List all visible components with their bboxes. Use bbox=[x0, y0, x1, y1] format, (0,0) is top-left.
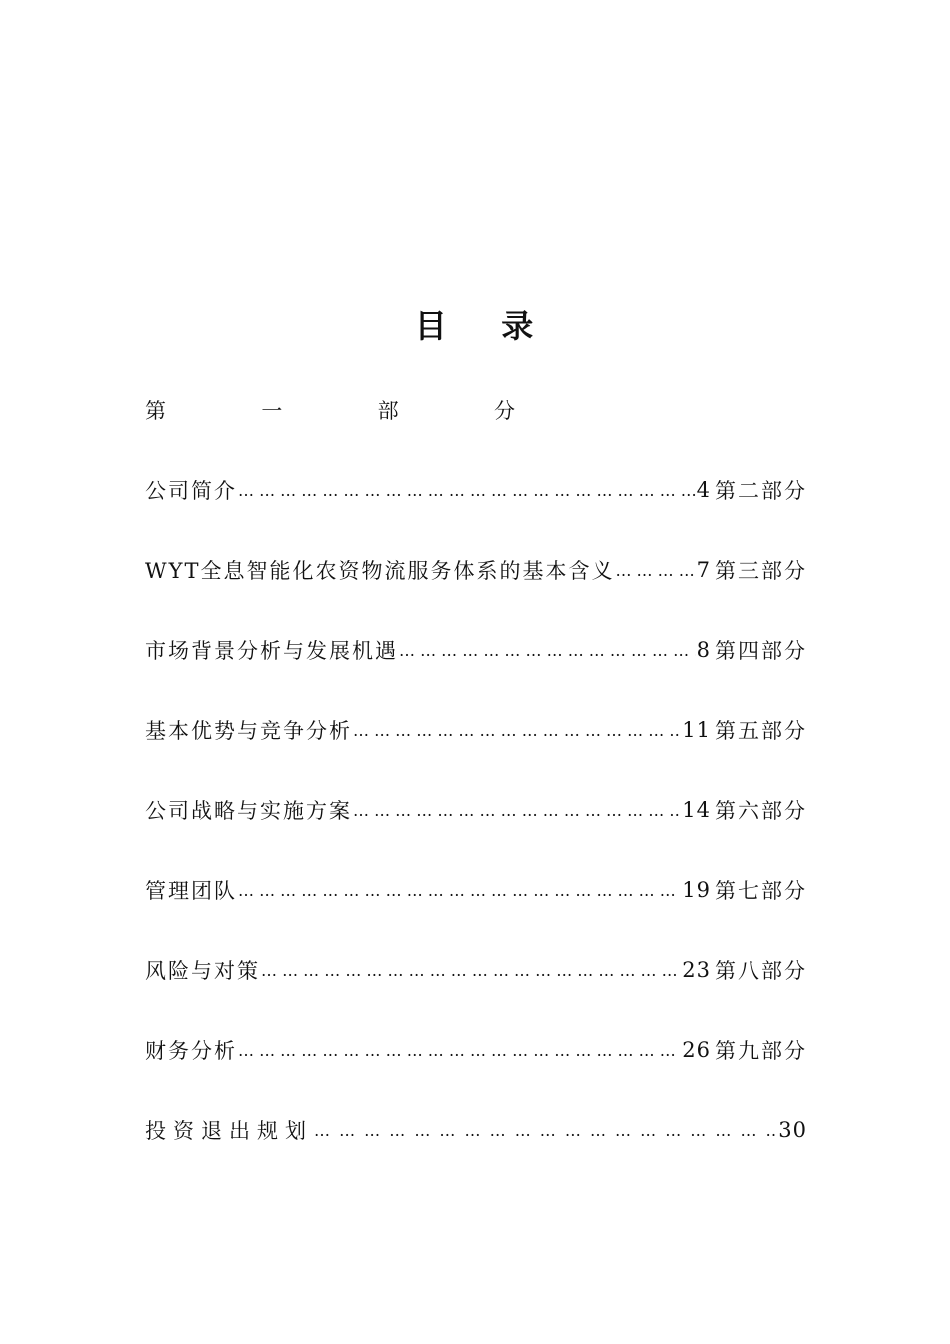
toc-entry[interactable] bbox=[145, 790, 807, 830]
toc-entry-page: 26 bbox=[682, 1038, 711, 1062]
toc-entry-page: 23 bbox=[682, 958, 711, 982]
toc-leader-dots bbox=[238, 881, 681, 900]
toc-entry-title: WYT全息智能化农资物流服务体系的基本含义 bbox=[145, 559, 615, 583]
toc-entry-page: 11 bbox=[682, 718, 711, 742]
toc-entry[interactable] bbox=[145, 870, 807, 910]
toc-next-part: 第七部分 bbox=[715, 879, 807, 903]
toc-entry[interactable] bbox=[145, 470, 807, 510]
part-header-char: 分 bbox=[493, 399, 515, 423]
toc-next-part: 第五部分 bbox=[715, 719, 807, 743]
toc-leader-dots bbox=[353, 721, 681, 740]
toc-leader-dots bbox=[399, 641, 696, 660]
toc-entry-page: 7 bbox=[696, 558, 711, 582]
toc-entry-title: 管理团队 bbox=[145, 879, 237, 903]
toc-entry-page: 8 bbox=[696, 638, 711, 662]
toc-entry[interactable] bbox=[145, 710, 807, 750]
toc-leader-dots bbox=[261, 961, 681, 980]
toc-entry[interactable] bbox=[145, 630, 807, 670]
toc-next-part: 第九部分 bbox=[715, 1039, 807, 1063]
toc-entry[interactable] bbox=[145, 950, 807, 990]
toc-leader-dots bbox=[314, 1121, 777, 1140]
toc-entry-title: 财务分析 bbox=[145, 1039, 237, 1063]
part-one-header bbox=[145, 390, 515, 430]
toc-entry-title: 基本优势与竞争分析 bbox=[145, 719, 352, 743]
page-title: 目 录 bbox=[414, 307, 536, 345]
part-header-char: 部 bbox=[377, 399, 399, 423]
toc-leader-dots bbox=[353, 801, 681, 820]
toc-entry-title: 市场背景分析与发展机遇 bbox=[145, 639, 398, 663]
toc-entry-page: 4 bbox=[696, 478, 711, 502]
toc-entry-title: 风险与对策 bbox=[145, 959, 260, 983]
part-header-char: 第 bbox=[145, 399, 166, 423]
toc-leader-dots bbox=[238, 481, 696, 500]
toc-leader-dots bbox=[615, 561, 695, 580]
toc-next-part: 第四部分 bbox=[715, 639, 807, 663]
toc-entry[interactable] bbox=[145, 1110, 807, 1150]
part-header-char: 一 bbox=[261, 399, 283, 423]
toc-entry[interactable] bbox=[145, 1030, 807, 1070]
toc-leader-dots bbox=[238, 1041, 681, 1060]
toc-next-part: 第三部分 bbox=[715, 559, 807, 583]
toc-next-part: 第八部分 bbox=[715, 959, 807, 983]
toc-entry-page: 30 bbox=[778, 1118, 807, 1142]
toc-entry-title: 公司战略与实施方案 bbox=[145, 799, 352, 823]
toc-entry[interactable] bbox=[145, 550, 807, 590]
toc-entry-title: 公司简介 bbox=[145, 479, 237, 503]
toc-entry-page: 14 bbox=[682, 798, 711, 822]
toc-next-part: 第二部分 bbox=[715, 479, 807, 503]
toc-entry-page: 19 bbox=[682, 878, 711, 902]
toc-next-part: 第六部分 bbox=[715, 799, 807, 823]
toc-entry-title: 投资退出规划 bbox=[145, 1119, 313, 1143]
